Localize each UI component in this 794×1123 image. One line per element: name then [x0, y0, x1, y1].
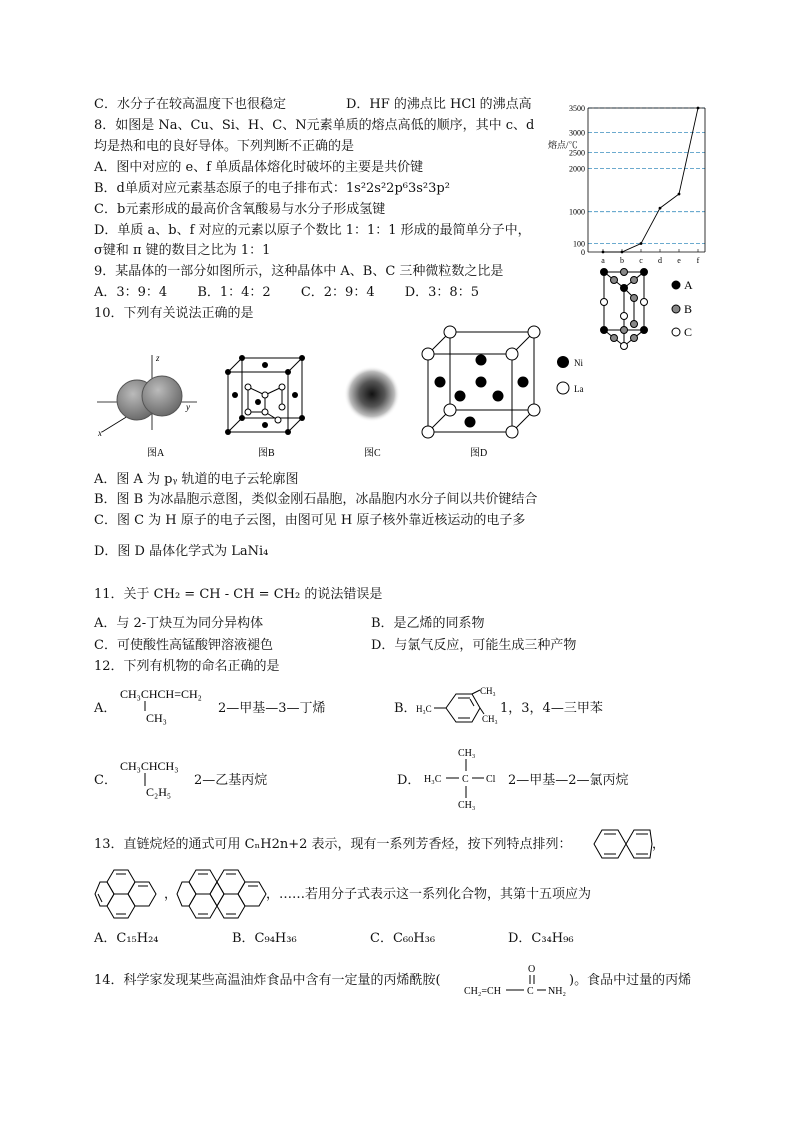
q8-option-b: B．d单质对应元素基态原子的电子排布式：1s²2s²2p⁶3s²3p² [94, 181, 450, 196]
legend-b: B [684, 302, 693, 316]
figure-c-caption: 图C [364, 448, 381, 459]
q12-d-name: 2—甲基—2—氯丙烷 [508, 773, 629, 788]
acrylamide-amine: NH₂ [548, 986, 566, 997]
q13-stem: 13．直链烷烃的通式可用 CₙH2n+2 表示，现有一系列芳香烃，按下列特点排列： [94, 837, 572, 852]
q8-option-a: A．图中对应的 e、f 单质晶体熔化时破坏的主要是共价键 [94, 160, 424, 175]
pyrene-structure [94, 866, 164, 922]
y-axis-label: 熔点/℃ [548, 140, 578, 150]
legend-c: C [684, 325, 693, 339]
q13-continuation: ，……若用分子式表示这一系列化合物，其第十五项应为 [266, 887, 592, 902]
q13-option-c: C．C₆₀H₃₆ [370, 931, 436, 946]
figure-b-ice-lattice [218, 352, 318, 460]
data-point [697, 107, 700, 110]
q12-d-bottom-methyl: CH₃ [458, 800, 476, 811]
y-tick-label: 2000 [569, 164, 585, 174]
q13-comma-2: ， [164, 887, 178, 902]
q13-option-d: D．C₃₄H₉₆ [508, 931, 574, 946]
q10-stem: 10．下列有关说法正确的是 [94, 306, 254, 321]
acrylamide-structure [460, 960, 570, 1000]
legend-a: A [684, 278, 693, 292]
q12-a-label: A． [94, 701, 117, 716]
q7-option-c: C．水分子在较高温度下也很稳定 [94, 97, 286, 112]
q10-option-a: A．图 A 为 pᵧ 轨道的电子云轮廓图 [94, 472, 299, 487]
axis-x: x [98, 428, 102, 438]
q14-stem-2: )。食品中过量的丙烯 [569, 973, 692, 988]
axis-y: y [186, 402, 190, 412]
q12-a-branch: CH₃ [146, 711, 167, 725]
q13-option-b: B．C₉₄H₃₆ [232, 931, 297, 946]
q9-options: A．3：9：4 B．1：4：2 C．2：9：4 D．3：8：5 [94, 285, 479, 300]
lattice-abc-figure [596, 268, 706, 356]
figure-a-caption: 图A [147, 448, 165, 459]
q13-comma-1: ， [652, 837, 666, 852]
data-point [602, 251, 605, 254]
q8-option-d-2: σ键和 π 键的数目之比为 1：1 [94, 243, 271, 258]
y-tick-label: 1000 [569, 207, 585, 217]
q10-option-c: C．图 C 为 H 原子的电子云图，由图可见 H 原子核外靠近核运动的电子多 [94, 513, 526, 528]
q12-b-methyl-3: CH₃ [482, 714, 498, 724]
y-tick-label: 100 [573, 239, 585, 249]
q12-d-left-methyl: H₃C [424, 774, 442, 785]
x-tick-label: e [677, 256, 681, 265]
x-tick-label: b [620, 256, 624, 265]
q12-a-name: 2—甲基—3—丁烯 [218, 701, 326, 716]
q13-option-a: A．C₁₅H₂₄ [94, 931, 159, 946]
q8-option-c: C．b元素形成的最高价含氧酸易与水分子形成氢键 [94, 202, 386, 217]
q12-b-label: B． [394, 701, 417, 716]
x-tick-label: c [639, 256, 643, 265]
q8-stem-2: 均是热和电的良好导体。下列判断不正确的是 [94, 139, 355, 154]
q12-c-structure [118, 756, 198, 802]
q8-stem-1: 8．如图是 Na、Cu、Si、H、C、N元素单质的熔点高低的顺序，其中 c、d [94, 118, 535, 133]
q12-b-methyl-2: CH₃ [480, 686, 496, 696]
acrylamide-carbon: C [527, 986, 534, 997]
q12-b-methyl-1: H₃C [416, 704, 432, 714]
q12-b-structure [416, 686, 500, 730]
q9-stem: 9．某晶体的一部分如图所示，这种晶体中 A、B、C 三种微粒数之比是 [94, 264, 504, 279]
q12-c-name: 2—乙基丙烷 [194, 773, 268, 788]
figure-d-caption: 图D [470, 448, 488, 459]
q8-option-d-1: D．单质 a、b、f 对应的元素以原子个数比 1：1：1 形成的最简单分子中， [94, 223, 531, 238]
figure-a-p-orbital [92, 350, 202, 460]
q11-option-b: B．是乙烯的同系物 [371, 616, 485, 631]
legend-ni: Ni [574, 358, 583, 368]
figure-c-electron-cloud [338, 356, 408, 460]
legend-la: La [574, 384, 584, 394]
q14-stem-1: 14．科学家发现某些高温油炸食品中含有一定量的丙烯酰胺( [94, 973, 441, 988]
q12-stem: 12．下列有机物的命名正确的是 [94, 659, 280, 674]
axis-z: z [156, 353, 160, 363]
q12-b-name: 1，3，4—三甲苯 [500, 701, 603, 716]
benzopyrene-structure [176, 866, 268, 922]
x-tick-label: d [658, 256, 662, 265]
acrylamide-oxygen: O [528, 964, 536, 975]
figure-d-lani-lattice [418, 324, 598, 462]
x-tick-label: f [696, 256, 700, 265]
q11-option-c: C．可使酸性高锰酸钾溶液褪色 [94, 638, 273, 653]
y-tick-label: 2500 [569, 148, 585, 158]
data-point [678, 193, 681, 196]
q12-d-top-methyl: CH₃ [458, 748, 476, 759]
q12-d-center-carbon: C [462, 774, 469, 785]
data-point [640, 242, 643, 245]
y-tick-label: 3500 [569, 104, 585, 113]
data-point [659, 207, 662, 210]
q11-option-a: A．与 2-丁炔互为同分异构体 [94, 616, 264, 631]
melting-point-chart [540, 100, 715, 270]
data-point [621, 251, 624, 254]
q12-d-chlorine: Cl [486, 774, 496, 785]
q12-d-label: D． [397, 773, 421, 788]
q10-option-d: D．图 D 晶体化学式为 LaNi₄ [94, 544, 269, 559]
q12-d-structure [422, 744, 508, 814]
acrylamide-vinyl: CH₂=CH [464, 986, 501, 997]
q7-option-d: D．HF 的沸点比 HCl 的沸点高 [346, 97, 532, 112]
q11-option-d: D．与氯气反应，可能生成三种产物 [371, 638, 577, 653]
figure-b-caption: 图B [258, 448, 275, 459]
q12-c-label: C． [94, 773, 117, 788]
q12-a-structure [118, 686, 222, 726]
q11-stem: 11．关于 CH₂ = CH - CH = CH₂ 的说法错误是 [94, 587, 383, 602]
q12-c-branch: C₂H₅ [146, 785, 172, 799]
melting-point-series-line [603, 108, 698, 252]
q10-option-b: B．图 B 为冰晶胞示意图，类似金刚石晶胞，冰晶胞内水分子间以共价键结合 [94, 492, 538, 507]
q12-a-main-chain: CH₃CHCH=CH₂ [120, 687, 202, 701]
naphthalene-structure [590, 824, 654, 864]
y-tick-label: 3000 [569, 128, 585, 138]
x-tick-label: a [601, 256, 605, 265]
y-tick-label: 0 [581, 248, 585, 257]
q12-c-main-chain: CH₃CHCH₃ [120, 759, 179, 773]
